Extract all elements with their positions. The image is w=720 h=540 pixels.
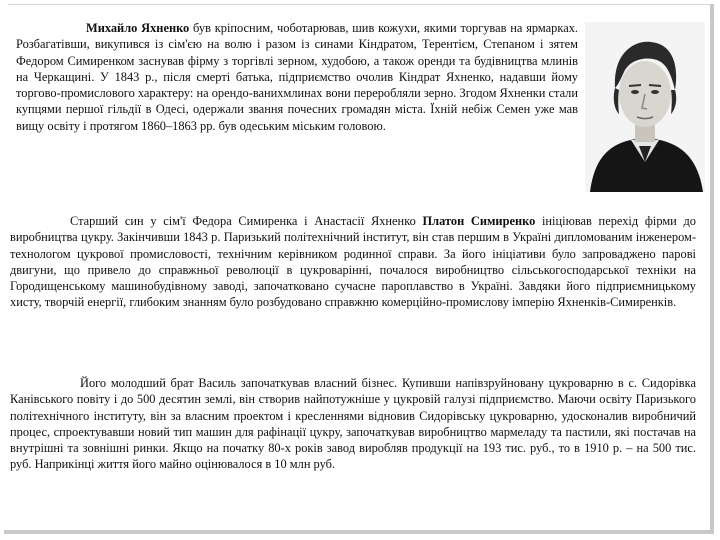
paragraph-3-text: Його молодший брат Василь започаткував власний бізнес. Купивши напівзруйновану цукроварню в с. Сидорівка Канівського повіту і до 500 десятин землі, він створив найпотужніше у цукровій галузі підприємство. Маючи освіту Паризького політехнічного інституту, він за власним проектом і кресленнями відновив Сидорівську цукроварню, удосконалив виробничий процес, спроектувавши новий тип машин для рафінації цукру, започаткував виробництво мармеладу та пастили, які постачав на внутрішні та зовнішні ринки. Якщо на початку 80-х років завод виробляв продукції на 193 тис. руб., то в 1910 р. – на 500 тис. руб. Наприкінці життя його майно оцінювалося в 10 млн руб. [10,376,696,472]
paragraph-2-text: ініціював перехід фірми до виробництва цукру. Закінчивши 1843 р. Паризький політехнічний інститут, він став першим в Україні дипломованим інженером-технологом цукрової промисловості, технічним керівником родинної справи. За його ініціативи було запроваджено парові двигуни, що привело до справжньої революції в цукроварінні, почалося виробництво сільськогосподарської техніки на Городищенському машинобудівному заводі, започатковано сучасне пароплавство в Україні. Завдяки його підприємницькому хисту, творчій енергії, глибоким знанням було розбудовано справжню комерційно-промислову імперію Яхненків-Симиренків. [10,214,697,310]
name-platon-symyrenko: Платон Симиренко [422,214,536,228]
paragraph-2-lead: Старший син у сім'ї Федора Симиренка і Анастасії Яхненко [70,214,423,228]
top-divider [8,4,710,5]
portrait-photo-icon [585,22,705,192]
portrait-photo [585,22,705,192]
paragraph-platon-symyrenko [10,213,696,311]
name-mykhailo-yakhnenko: Михайло Яхненко [86,21,190,35]
paragraph-1-text: був кріпосним, чоботарював, шив кожухи, якими торгував на ярмарках. Розбагатівши, викупився із сім'єю на волю і разом із синами Кіндратом, Терентієм, Степаном і зятем Федором Симиренком заснував фірму з торгівлі зерном, худобою, а також оренди та будівництва млинів на Черкащині. У 1843 р., після смерті батька, підприємство очолив Кіндрат Яхненко, надавши йому торгово-промислового характеру: на орендо-ванихмлинах вони переробляли зерно. Згодом Яхненки стали купцями першої гільдії в Одесі, одержали звання почесних громадян міста. Їхній небіж Семен уже мав вищу освіту і протягом 1860–1863 рр. був одеським міським головою. [16,21,578,133]
paragraph-mykhailo-yakhnenko [16,20,578,134]
paragraph-vasyl-symyrenko [10,375,696,473]
